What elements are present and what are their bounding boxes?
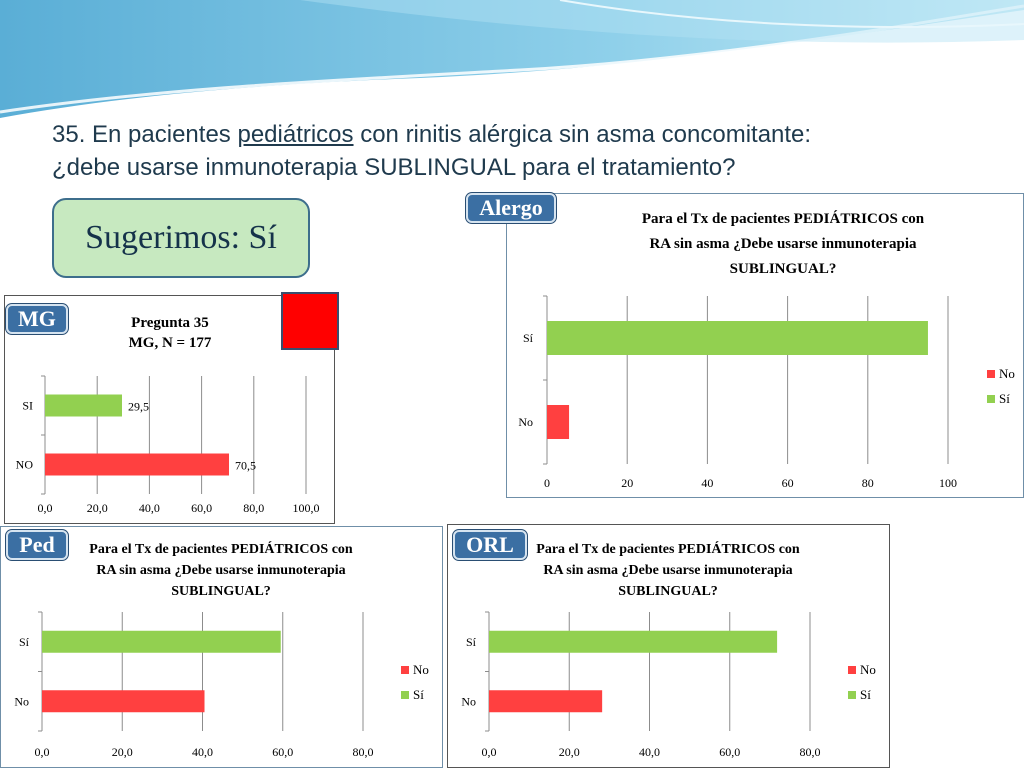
mg-category-label: NO: [15, 457, 33, 472]
orl-x-tick-label: 80,0: [799, 745, 821, 759]
ped-category-label: No: [14, 694, 29, 709]
orl-title-line-3: SUBLINGUAL?: [618, 584, 718, 599]
alergo-x-tick-label: 40: [701, 476, 714, 490]
chart-ped: [1, 527, 444, 769]
chart-panel-ped: [0, 526, 443, 768]
alergo-bar-sí: [547, 321, 928, 355]
orl-legend-swatch-sí: [848, 691, 856, 699]
orl-x-tick-label: 40,0: [639, 745, 660, 759]
alergo-x-tick-label: 100: [939, 476, 957, 490]
alergo-x-tick-label: 0: [544, 476, 550, 490]
alergo-title-line-1: Para el Tx de pacientes PEDIÁTRICOS con: [641, 211, 925, 227]
mg-category-label: SI: [22, 398, 33, 413]
mg-value-label: 70,5: [235, 458, 257, 473]
orl-title-line-2: RA sin asma ¿Debe usarse inmunoterapia: [543, 563, 793, 578]
orl-legend-swatch-no: [848, 666, 856, 674]
orl-title-line-1: Para el Tx de pacientes PEDIÁTRICOS con: [536, 542, 800, 557]
title-underlined-word: pediátricos: [237, 121, 354, 148]
alergo-legend-label: Sí: [999, 391, 1010, 406]
alergo-title-line-2: RA sin asma ¿Debe usarse inmunoterapia: [649, 236, 917, 252]
ped-x-tick-label: 80,0: [352, 745, 374, 759]
chart-panel-alergo: [506, 193, 1024, 498]
mg-x-tick-label: 20,0: [86, 501, 108, 515]
title-line-2: ¿debe usarse inmunoterapia SUBLINGUAL para el tratamiento?: [52, 154, 736, 181]
red-square-marker: [281, 292, 339, 350]
ped-title-line-2: RA sin asma ¿Debe usarse inmunoterapia: [96, 563, 346, 578]
alergo-category-label: No: [518, 415, 533, 429]
ped-category-label: Sí: [18, 634, 29, 649]
chart-orl: [448, 525, 891, 769]
alergo-x-tick-label: 20: [621, 476, 634, 490]
title-part-1: 35. En pacientes: [52, 121, 238, 148]
ped-legend-swatch-sí: [401, 691, 409, 699]
orl-category-label: Sí: [465, 634, 476, 649]
mg-title-line-2: MG, N = 177: [128, 335, 212, 351]
ped-title-line-3: SUBLINGUAL?: [171, 584, 271, 599]
alergo-legend-swatch-no: [987, 370, 995, 378]
orl-legend-label: No: [860, 662, 876, 677]
mg-x-tick-label: 80,0: [243, 501, 265, 515]
mg-bar-no: [45, 454, 229, 476]
orl-x-tick-label: 60,0: [719, 745, 741, 759]
mg-bar-si: [45, 395, 122, 417]
chart-alergo: [507, 194, 1024, 499]
mg-title-line-1: Pregunta 35: [131, 315, 209, 331]
ped-title-line-1: Para el Tx de pacientes PEDIÁTRICOS con: [89, 542, 353, 557]
mg-value-label: 29,5: [127, 399, 149, 414]
mg-x-tick-label: 60,0: [191, 501, 213, 515]
alergo-legend-swatch-sí: [987, 395, 995, 403]
alergo-bar-no: [547, 405, 569, 439]
ped-bar-no: [42, 690, 205, 712]
ped-legend-label: No: [413, 662, 429, 677]
badge-mg: MG: [6, 304, 68, 334]
ped-bar-sí: [42, 631, 281, 653]
orl-bar-sí: [489, 631, 777, 653]
ped-x-tick-label: 20,0: [111, 745, 133, 759]
alergo-legend-label: No: [999, 366, 1015, 381]
orl-x-tick-label: 20,0: [558, 745, 580, 759]
suggestion-box: Sugerimos: Sí: [52, 198, 310, 278]
orl-category-label: No: [461, 694, 476, 709]
mg-x-tick-label: 0,0: [37, 501, 53, 515]
title-part-3: con rinitis alérgica sin asma concomitante:: [353, 121, 812, 148]
alergo-title-line-3: SUBLINGUAL?: [729, 261, 837, 277]
ped-x-tick-label: 0,0: [34, 745, 50, 759]
alergo-x-tick-label: 60: [781, 476, 794, 490]
ped-x-tick-label: 60,0: [272, 745, 294, 759]
badge-ped: Ped: [6, 530, 68, 560]
header-wave-decoration: [0, 0, 1024, 130]
ped-legend-swatch-no: [401, 666, 409, 674]
mg-x-tick-label: 100,0: [292, 501, 320, 515]
chart-panel-orl: [447, 524, 890, 768]
badge-alergo: Alergo: [466, 193, 556, 223]
ped-x-tick-label: 40,0: [192, 745, 213, 759]
orl-x-tick-label: 0,0: [481, 745, 497, 759]
ped-legend-label: Sí: [413, 687, 424, 702]
mg-x-tick-label: 40,0: [138, 501, 160, 515]
alergo-category-label: Sí: [522, 331, 533, 345]
badge-orl: ORL: [453, 530, 527, 560]
orl-legend-label: Sí: [860, 687, 871, 702]
alergo-x-tick-label: 80: [861, 476, 874, 490]
slide-title: [52, 118, 992, 184]
orl-bar-no: [489, 690, 602, 712]
